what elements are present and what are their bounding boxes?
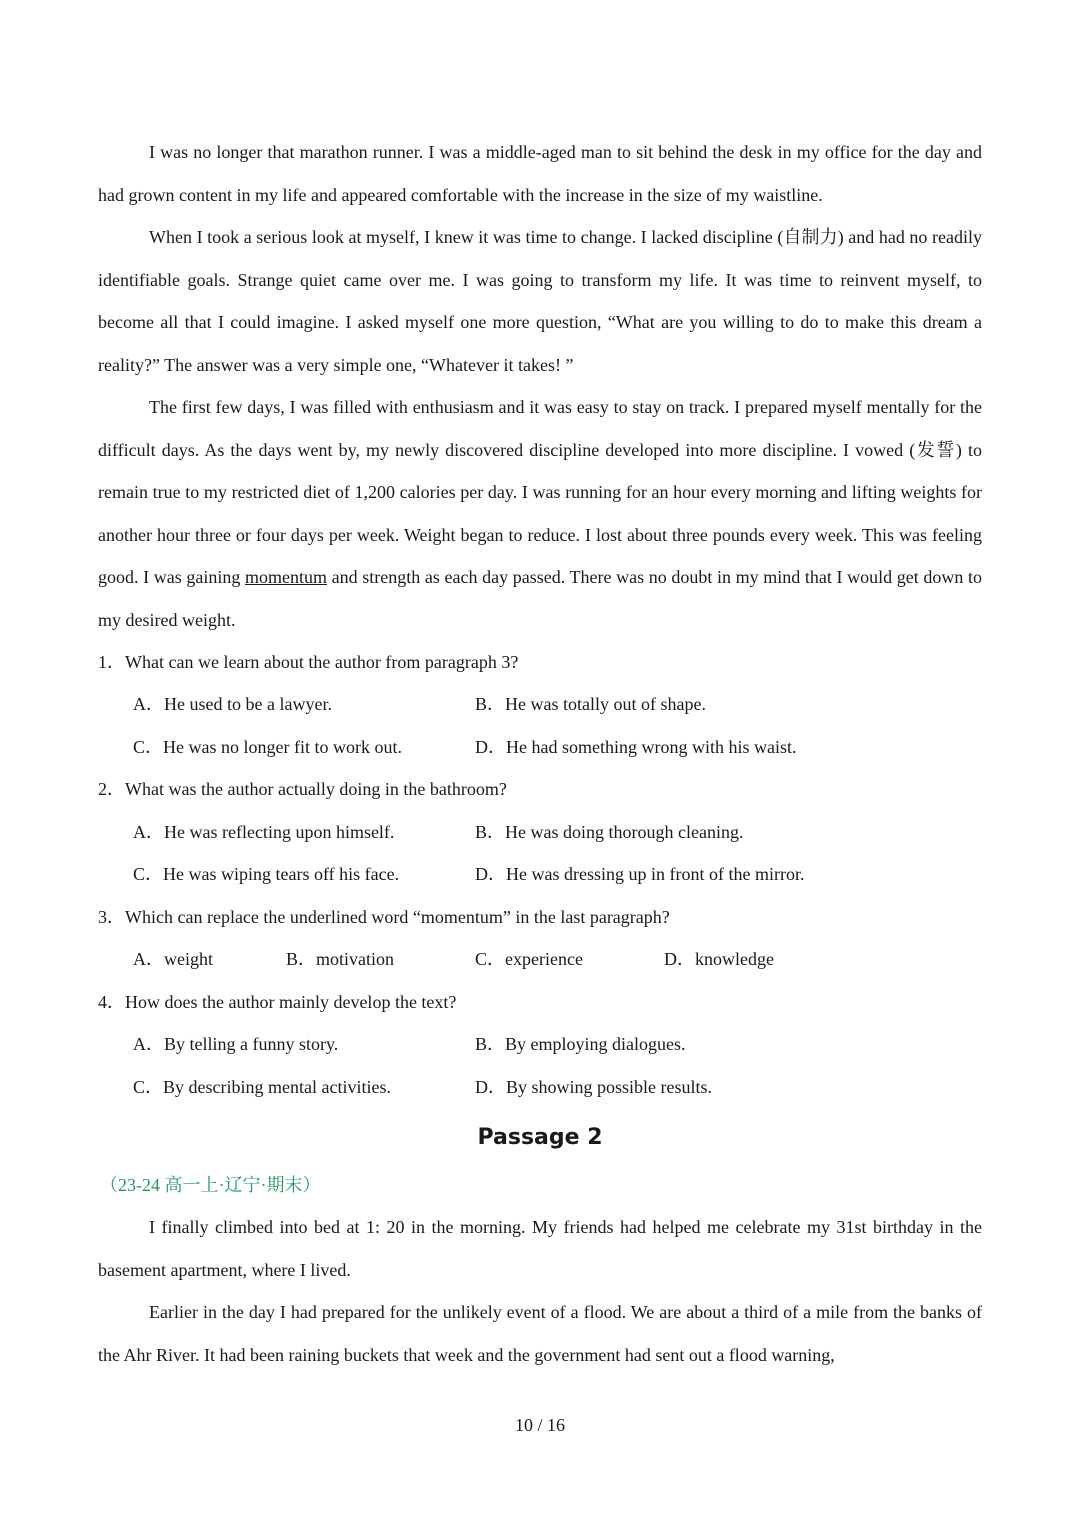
passage-2-title: Passage 2: [477, 1125, 603, 1150]
question-4-option-a[interactable]: A．By telling a funny story.: [133, 1034, 339, 1054]
question-3-stem: 3．Which can replace the underlined word “momentum” in the last paragraph?: [98, 907, 670, 927]
question-4-stem: 4．How does the author mainly develop the text?: [98, 992, 457, 1012]
paragraph-3-text-before: The first few days, I was filled with enthusiasm and it was easy to stay on track. I prepared myself mentally for the difficult days. As the days went by, my newly discovered discipline developed into more discipline. I vowed (发誓) to remain true to my restricted diet of 1,200 calories per day. I was running for an hour every morning and lifting weights for another hour three or four days per week. Weight began to reduce. I lost about three pounds every week. This was feeling good. I was gaining: [98, 397, 982, 587]
question-4-option-d[interactable]: D．By showing possible results.: [475, 1077, 713, 1097]
question-2-option-b[interactable]: B．He was doing thorough cleaning.: [475, 822, 744, 842]
question-2-option-a[interactable]: A．He was reflecting upon himself.: [133, 822, 395, 842]
question-4-option-c[interactable]: C．By describing mental activities.: [133, 1077, 391, 1097]
passage1-paragraph-3: [98, 386, 982, 641]
question-3-option-a[interactable]: A．weight: [133, 949, 213, 969]
question-3-option-c[interactable]: C．experience: [475, 949, 583, 969]
question-4-option-b[interactable]: B．By employing dialogues.: [475, 1034, 686, 1054]
question-2-option-c[interactable]: C．He was wiping tears off his face.: [133, 864, 400, 884]
question-3-option-b[interactable]: B．motivation: [286, 949, 394, 969]
question-1-option-b[interactable]: B．He was totally out of shape.: [475, 694, 706, 714]
paragraph-3-text-after: and strength as each day passed. There was no doubt in my mind that I would get down to my desired weight.: [98, 567, 982, 630]
question-1-option-a[interactable]: A．He used to be a lawyer.: [133, 694, 332, 714]
question-1-option-d[interactable]: D．He had something wrong with his waist.: [475, 737, 797, 757]
passage-2-source-tag: （23-24 高一上·辽宁·期末）: [100, 1175, 321, 1195]
passage1-paragraph-2: When I took a serious look at myself, I knew it was time to change. I lacked discipline (自制力) and had no readily identifiable goals. Strange quiet came over me. I was going to transform my life. It was time to reinvent myself, to become all that I could imagine. I asked myself one more question, “What are you willing to do to make this dream a reality?” The answer was a very simple one, “Whatever it takes! ”: [98, 227, 982, 375]
question-1-option-c[interactable]: C．He was no longer fit to work out.: [133, 737, 402, 757]
passage1-paragraph-1: I was no longer that marathon runner. I was a middle-aged man to sit behind the desk in my office for the day and had grown content in my life and appeared comfortable with the increase in the size of my waistline.: [98, 142, 982, 205]
underlined-word-momentum: momentum: [245, 567, 327, 587]
question-3-option-d[interactable]: D．knowledge: [664, 949, 774, 969]
passage2-paragraph-1: I finally climbed into bed at 1: 20 in the morning. My friends had helped me celebrate my 31st birthday in the basement apartment, where I lived.: [98, 1217, 982, 1280]
question-2-stem: 2．What was the author actually doing in the bathroom?: [98, 779, 507, 799]
page-number: 10 / 16: [514, 1415, 565, 1435]
passage2-paragraph-2: Earlier in the day I had prepared for the unlikely event of a flood. We are about a third of a mile from the banks of the Ahr River. It had been raining buckets that week and the government had sent out a flood warning,: [98, 1302, 982, 1365]
question-2-option-d[interactable]: D．He was dressing up in front of the mirror.: [475, 864, 805, 884]
question-1-stem: 1．What can we learn about the author from paragraph 3?: [98, 652, 519, 672]
